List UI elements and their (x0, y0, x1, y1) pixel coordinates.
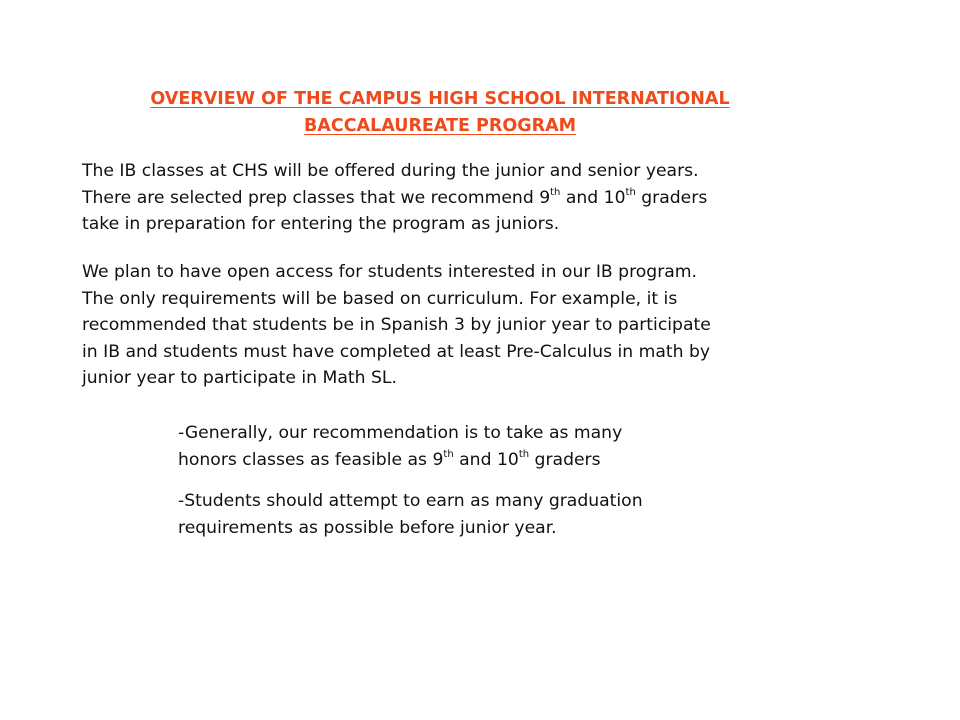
bullet-honors-recommendation (178, 420, 758, 473)
paragraph-line: We plan to have open access for students interested in our IB program. (82, 262, 698, 282)
bullet-line: -Generally, our recommendation is to take as many (178, 423, 623, 443)
bullet-line: -Students should attempt to earn as many graduation (178, 491, 643, 511)
paragraph-line: The IB classes at CHS will be offered during the junior and senior years. (82, 161, 699, 181)
paragraph-line: in IB and students must have completed at least Pre-Calculus in math by (82, 341, 711, 362)
bullet-line: requirements as possible before junior year. (178, 517, 557, 538)
paragraph-ib-classes (82, 158, 812, 238)
title-line-1: OVERVIEW OF THE CAMPUS HIGH SCHOOL INTERNATIONAL (150, 89, 730, 109)
title-line-2: BACCALAUREATE PROGRAM (303, 116, 577, 136)
paragraph-line: recommended that students be in Spanish 3 by junior year to participate (82, 315, 711, 335)
paragraph-line: The only requirements will be based on curriculum. For example, it is (82, 288, 678, 309)
paragraph-open-access (82, 259, 812, 392)
bullet-line: honors classes as feasible as 9th and 10th graders (178, 448, 601, 470)
bullet-graduation-requirements (178, 488, 758, 541)
paragraph-line: junior year to participate in Math SL. (82, 368, 397, 388)
slide-title (80, 86, 800, 140)
paragraph-line: take in preparation for entering the program as juniors. (82, 214, 560, 234)
paragraph-line: There are selected prep classes that we recommend 9th and 10th graders (82, 186, 708, 208)
